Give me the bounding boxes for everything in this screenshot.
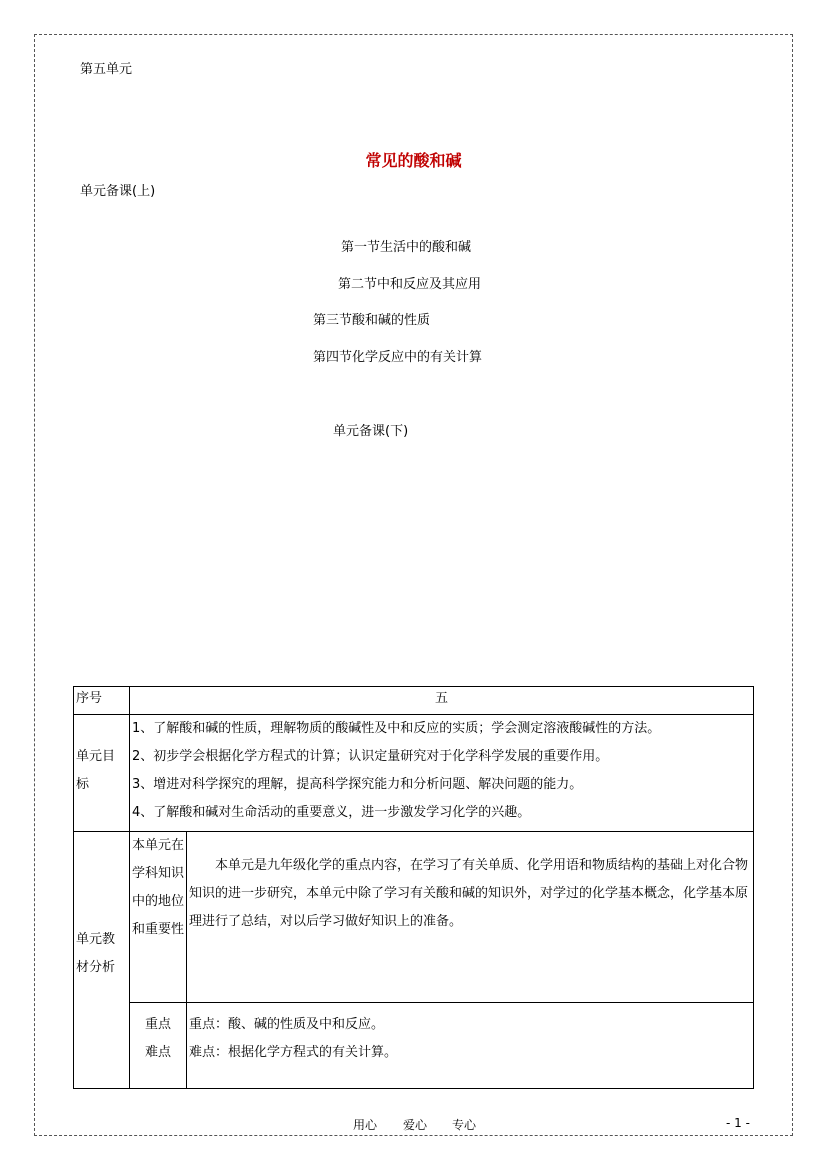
footer-motto-2: 爱心 [403,1118,428,1132]
footer-motto-3: 专心 [452,1118,477,1132]
key-text: 重点：酸、碱的性质及中和反应。 [189,1017,385,1032]
unit-label: 第五单元 [80,62,133,77]
table-row [74,687,754,715]
table-row [74,715,754,832]
footer-motto-1: 用心 [353,1118,378,1132]
unit-plan-table [73,686,754,1089]
section-3: 第三节酸和碱的性质 [313,313,431,328]
goal-item: 3、增进对科学探究的理解，提高科学探究能力和分析问题、解决问题的能力。 [132,777,583,792]
key-difficult-text [187,1003,754,1089]
table-row [74,832,754,1003]
goal-item: 2、初步学会根据化学方程式的计算；认识定量研究对于化学科学发展的重要作用。 [132,749,609,764]
section-2: 第二节中和反应及其应用 [338,277,482,292]
difficult-text: 难点：根据化学方程式的有关计算。 [189,1045,398,1060]
goal-item: 1、了解酸和碱的性质，理解物质的酸碱性及中和反应的实质；学会测定溶液酸碱性的方法。 [132,721,661,736]
goal-item: 4、了解酸和碱对生命活动的重要意义，进一步激发学习化学的兴趣。 [132,805,531,820]
section-4: 第四节化学反应中的有关计算 [313,350,483,365]
seq-label: 序号 [74,687,130,715]
analysis-label: 单元教材分析 [74,832,130,1089]
seq-value: 五 [130,687,754,715]
key-difficult-labels [130,1003,187,1089]
position-text: 本单元是九年级化学的重点内容，在学习了有关单质、化学用语和物质结构的基础上对化合物知识的进一步研究，本单元中除了学习有关酸和碱的知识外，对学过的化学基本概念，化学基本原理进行了总结，对以后学习做好知识上的准备。 [187,832,754,1003]
position-label: 本单元在学科知识中的地位和重要性 [130,832,187,1003]
goals-label: 单元目标 [74,715,130,832]
page-number: - 1 - [726,1116,750,1130]
section-1: 第一节生活中的酸和碱 [341,240,472,255]
goals-cell [130,715,754,832]
difficult-label: 难点 [144,1045,171,1060]
prep-lower-heading: 单元备课(下) [333,424,409,439]
table-row [74,1003,754,1089]
key-label: 重点 [144,1017,171,1032]
document-title: 常见的酸和碱 [365,151,462,170]
prep-upper-heading: 单元备课(上) [80,184,156,199]
